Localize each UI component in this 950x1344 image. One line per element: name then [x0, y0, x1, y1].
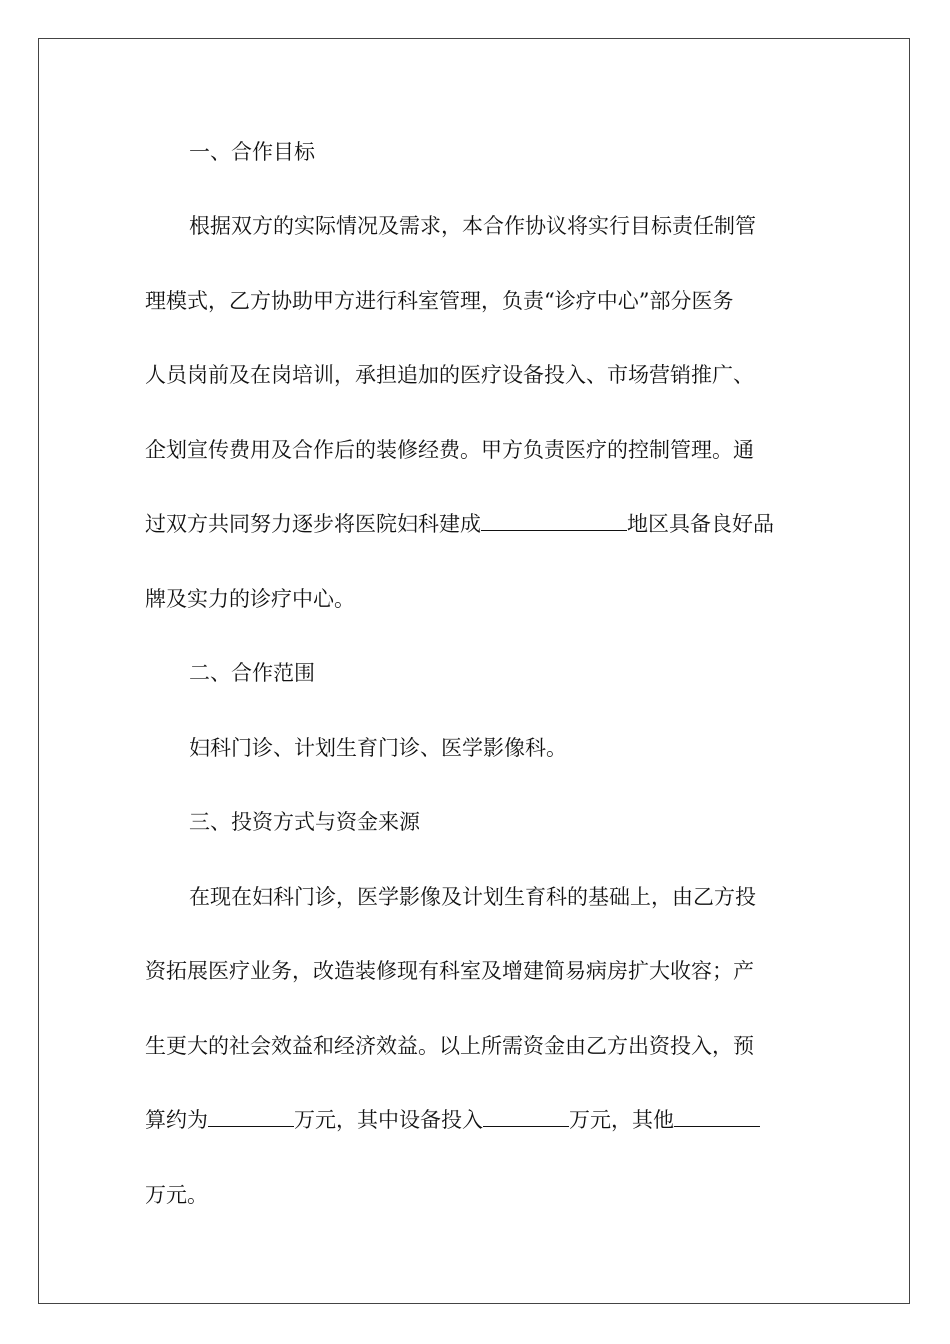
fill-in-blank-budget-total[interactable]: [208, 1106, 294, 1127]
paragraph-line: 根据双方的实际情况及需求，本合作协议将实行目标责任制管: [189, 214, 756, 238]
section-heading-goals: 一、合作目标: [189, 140, 315, 164]
paragraph-line: 万元。: [145, 1183, 208, 1207]
paragraph-line: 妇科门诊、计划生育门诊、医学影像科。: [189, 736, 567, 760]
paragraph-line: 企划宣传费用及合作后的装修经费。甲方负责医疗的控制管理。通: [145, 438, 754, 462]
text-segment: 地区具备良好品: [627, 512, 774, 536]
fill-in-blank-equipment[interactable]: [483, 1106, 569, 1127]
paragraph-line: 资拓展医疗业务，改造装修现有科室及增建简易病房扩大收容；产: [145, 959, 754, 983]
paragraph-line: 生更大的社会效益和经济效益。以上所需资金由乙方出资投入，预: [145, 1034, 754, 1058]
fill-in-blank-other[interactable]: [674, 1106, 760, 1127]
section-heading-investment: 三、投资方式与资金来源: [189, 810, 420, 834]
paragraph-line: [145, 1105, 760, 1135]
paragraph-line: 在现在妇科门诊，医学影像及计划生育科的基础上，由乙方投: [189, 885, 756, 909]
paragraph-line: 理模式，乙方协助甲方进行科室管理，负责“诊疗中心”部分医务: [145, 289, 734, 313]
text-segment: 万元，其中设备投入: [294, 1108, 483, 1132]
paragraph-line: [145, 509, 774, 539]
fill-in-blank-region[interactable]: [481, 510, 627, 531]
text-segment: 算约为: [145, 1108, 208, 1132]
text-segment: 过双方共同努力逐步将医院妇科建成: [145, 512, 481, 536]
paragraph-line: 人员岗前及在岗培训，承担追加的医疗设备投入、市场营销推广、: [145, 363, 754, 387]
paragraph-line: 牌及实力的诊疗中心。: [145, 587, 355, 611]
text-segment: 万元，其他: [569, 1108, 674, 1132]
section-heading-scope: 二、合作范围: [189, 661, 315, 685]
